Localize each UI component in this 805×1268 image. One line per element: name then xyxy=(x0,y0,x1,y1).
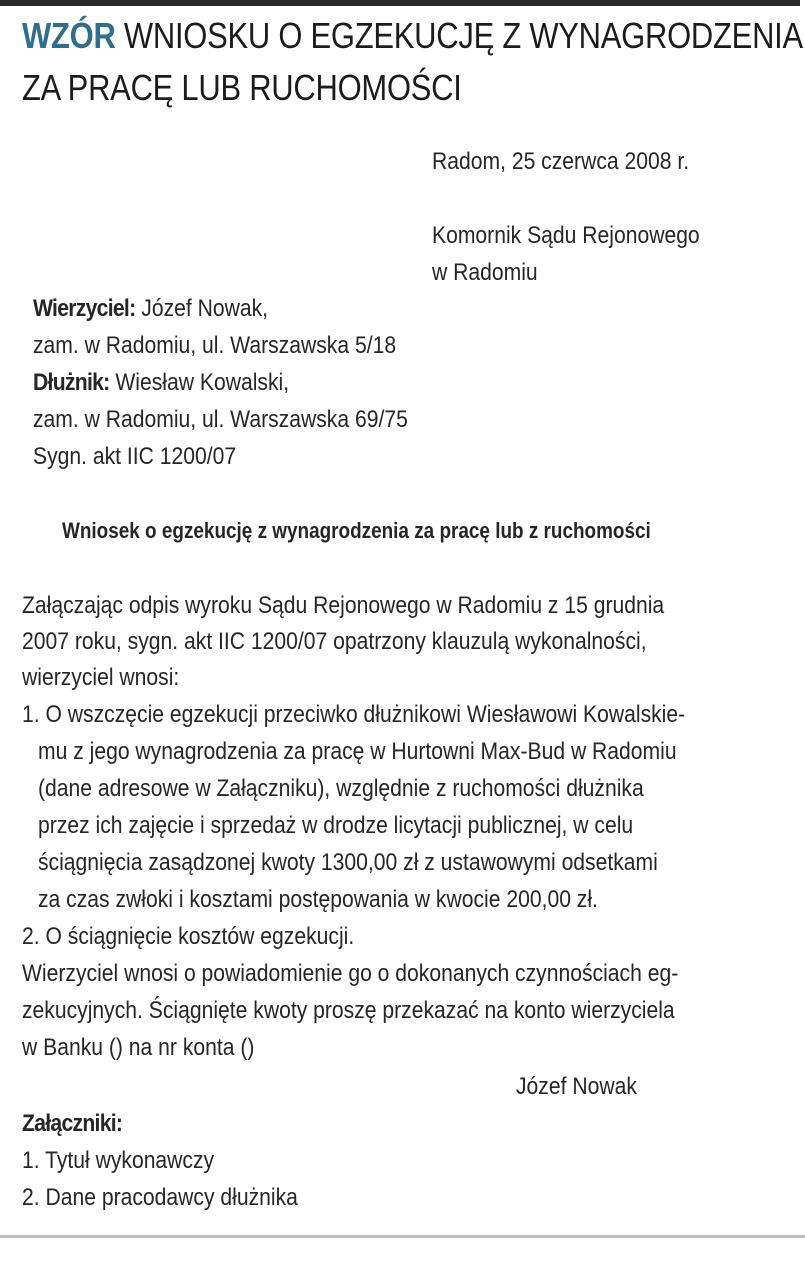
intro-line: Załączając odpis wyroku Sądu Rejonowego w Radomiu z 15 grudnia xyxy=(22,592,665,619)
closing-line: Wierzyciel wnosi o powiadomienie go o dokonanych czynnościach eg- xyxy=(22,960,679,987)
addressee-line-1: Komornik Sądu Rejonowego xyxy=(432,222,700,249)
bottom-rule xyxy=(0,1235,805,1238)
title-line-2: ZA PRACĘ LUB RUCHOMOŚCI xyxy=(22,67,462,108)
attachment-item: 1. Tytuł wykonawczy xyxy=(22,1147,215,1174)
request-item-1-line: za czas zwłoki i kosztami postępowania w kwocie 200,00 zł. xyxy=(38,886,598,913)
creditor-address: zam. w Radomiu, ul. Warszawska 5/18 xyxy=(33,332,397,359)
request-item-1-line: (dane adresowe w Załączniku), względnie z ruchomości dłużnika xyxy=(38,775,644,802)
debtor-label: Dłużnik: xyxy=(33,369,110,396)
request-item-1-line: mu z jego wynagrodzenia za pracę w Hurtowni Max-Bud w Radomiu xyxy=(38,738,677,765)
document-heading: Wniosek o egzekucję z wynagrodzenia za pracę lub z ruchomości xyxy=(62,518,651,543)
request-item-2: 2. O ściągnięcie kosztów egzekucji. xyxy=(22,923,355,950)
request-item-1-line: ściągnięcia zasądzonej kwoty 1300,00 zł z ustawowymi odsetkami xyxy=(38,849,658,876)
signature: Józef Nowak xyxy=(516,1073,637,1100)
debtor-name: Wiesław Kowalski, xyxy=(109,369,290,396)
request-item-1-line: 1. O wszczęcie egzekucji przeciwko dłużnikowi Wiesławowi Kowalskie- xyxy=(22,701,686,728)
title-line-1 xyxy=(22,16,803,56)
case-reference: Sygn. akt IIC 1200/07 xyxy=(33,443,237,470)
closing-line: zekucyjnych. Ściągnięte kwoty proszę przekazać na konto wierzyciela xyxy=(22,997,675,1024)
intro-line: wierzyciel wnosi: xyxy=(22,664,180,691)
debtor-address: zam. w Radomiu, ul. Warszawska 69/75 xyxy=(33,406,408,433)
creditor-line xyxy=(33,295,268,323)
intro-line: 2007 roku, sygn. akt IIC 1200/07 opatrzony klauzulą wykonalności, xyxy=(22,628,647,655)
creditor-name: Józef Nowak, xyxy=(135,295,269,322)
request-item-1-line: przez ich zajęcie i sprzedaż w drodze licytacji publicznej, w celu xyxy=(38,812,634,839)
top-rule xyxy=(0,0,800,6)
title-accent: WZÓR xyxy=(22,15,116,56)
addressee-line-2: w Radomiu xyxy=(432,259,538,286)
attachments-label: Załączniki: xyxy=(22,1110,123,1137)
title-text: WNIOSKU O EGZEKUCJĘ Z WYNAGRODZENIA xyxy=(115,15,803,56)
debtor-line xyxy=(33,369,289,397)
closing-line: w Banku () na nr konta () xyxy=(22,1034,255,1061)
attachment-item: 2. Dane pracodawcy dłużnika xyxy=(22,1184,298,1211)
place-date: Radom, 25 czerwca 2008 r. xyxy=(432,148,690,175)
creditor-label: Wierzyciel: xyxy=(33,295,136,322)
